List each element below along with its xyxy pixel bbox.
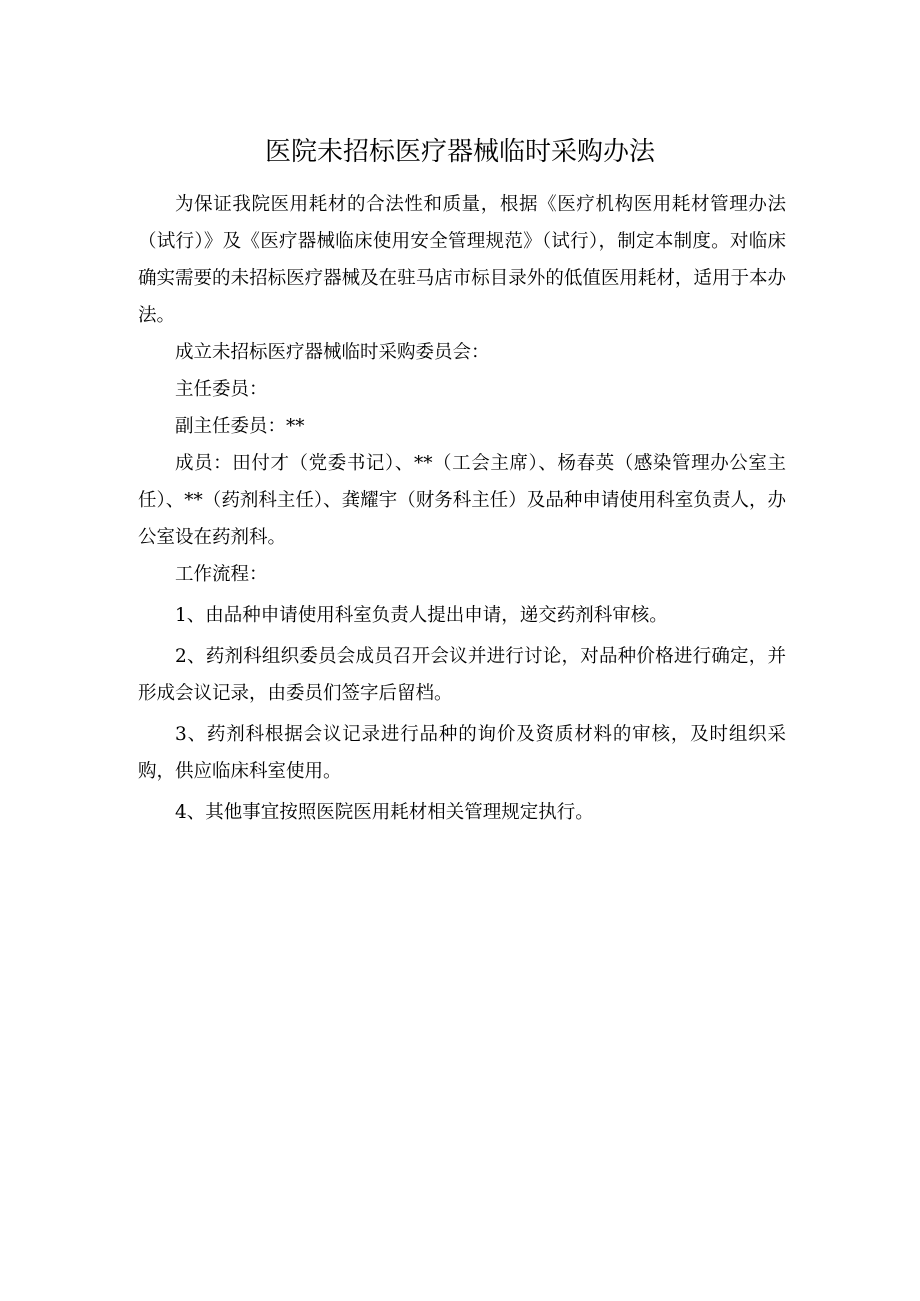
paragraph-workflow-heading: 工作流程：	[175, 564, 268, 585]
paragraph-members: 成员：田付才（党委书记）、**（工会主席）、杨春英（感染管理办公室主任）、**（药剂科主任）、龚耀宇（财务科主任）及品种申请使用科室负责人，办公室设在药剂科。	[138, 453, 786, 548]
paragraph-director: 主任委员：	[175, 379, 268, 400]
paragraph-step-1: 1、由品种申请使用科室负责人提出申请，递交药剂科审核。	[175, 605, 668, 626]
paragraph-deputy-director: 副主任委员：**	[175, 416, 305, 437]
paragraph-intro: 为保证我院医用耗材的合法性和质量，根据《医疗机构医用耗材管理办法（试行）》及《医疗器械临床使用安全管理规范》（试行），制定本制度。对临床确实需要的未招标医疗器械及在驻马店市标目录外的低值医用耗材，适用于本办法。	[138, 194, 786, 326]
document-title: 医院未招标医疗器械临时采购办法	[264, 137, 655, 167]
paragraph-step-4: 4、其他事宜按照医院医用耗材相关管理规定执行。	[175, 802, 594, 823]
paragraph-committee: 成立未招标医疗器械临时采购委员会：	[175, 342, 490, 363]
paragraph-step-2: 2、药剂科组织委员会成员召开会议并进行讨论，对品种价格进行确定，并形成会议记录，由委员们签字后留档。	[138, 646, 786, 704]
document-body	[138, 186, 786, 831]
paragraph-step-3: 3、药剂科根据会议记录进行品种的询价及资质材料的审核，及时组织采购，供应临床科室使用。	[138, 724, 786, 782]
